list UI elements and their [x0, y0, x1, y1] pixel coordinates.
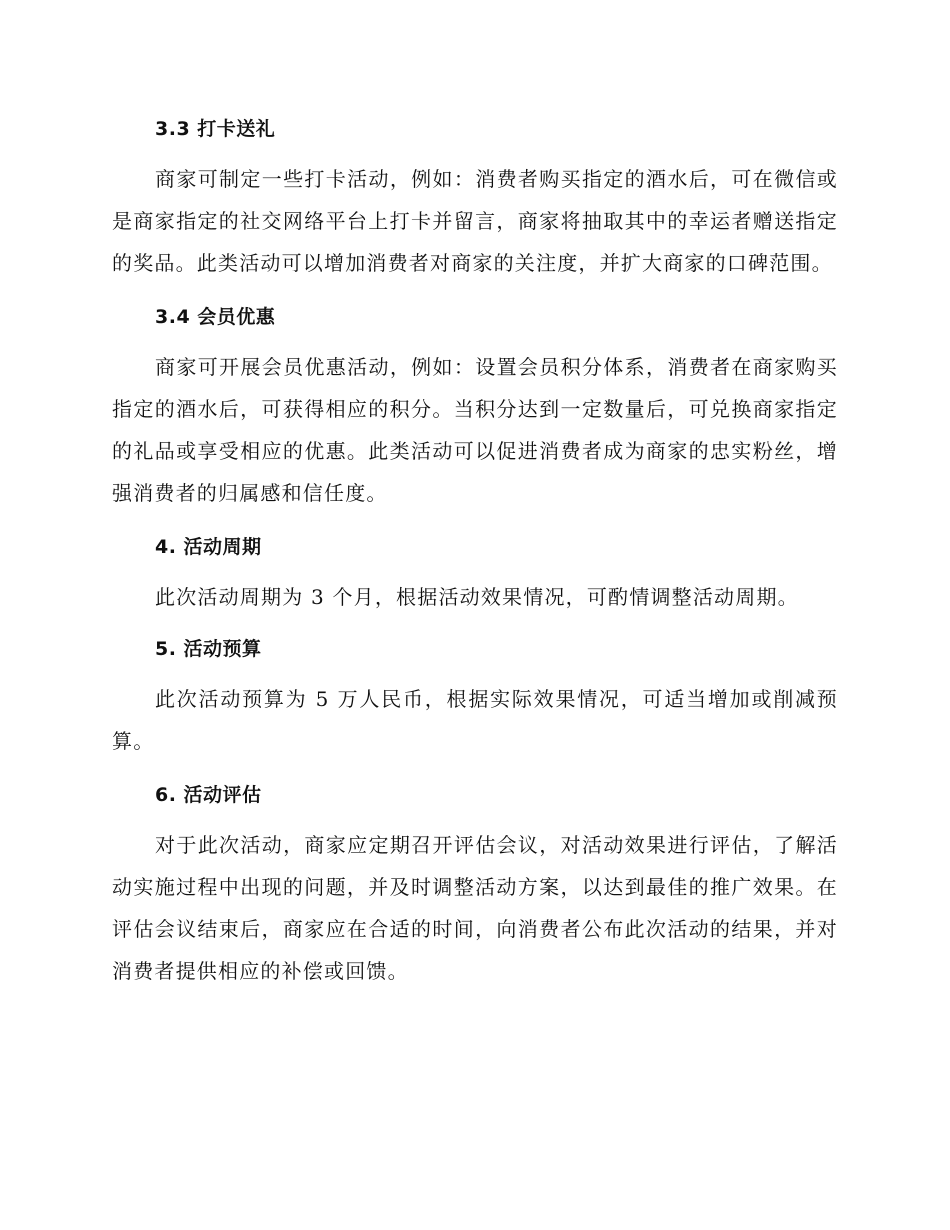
section-heading-3-4: 3.4 会员优惠	[155, 306, 276, 328]
document-body	[112, 108, 838, 1004]
section-heading-3-3: 3.3 打卡送礼	[155, 118, 276, 140]
section-heading-4: 4. 活动周期	[155, 536, 262, 558]
section-paragraph-5: 此次活动预算为 5 万人民币，根据实际效果情况，可适当增加或削减预算。	[112, 687, 838, 753]
section-paragraph-6: 对于此次活动，商家应定期召开评估会议，对活动效果进行评估，了解活动实施过程中出现的问题，并及时调整活动方案，以达到最佳的推广效果。在评估会议结束后，商家应在合适的时间，向消费者公布此次活动的结果，并对消费者提供相应的补偿或回馈。	[112, 833, 838, 983]
section-heading-5: 5. 活动预算	[155, 638, 262, 660]
section-paragraph-4: 此次活动周期为 3 个月，根据活动效果情况，可酌情调整活动周期。	[155, 585, 799, 609]
section-paragraph-3-3: 商家可制定一些打卡活动，例如：消费者购买指定的酒水后，可在微信或是商家指定的社交网络平台上打卡并留言，商家将抽取其中的幸运者赠送指定的奖品。此类活动可以增加消费者对商家的关注度，并扩大商家的口碑范围。	[112, 167, 838, 275]
section-heading-6: 6. 活动评估	[155, 784, 262, 806]
section-paragraph-3-4: 商家可开展会员优惠活动，例如：设置会员积分体系，消费者在商家购买指定的酒水后，可获得相应的积分。当积分达到一定数量后，可兑换商家指定的礼品或享受相应的优惠。此类活动可以促进消费者成为商家的忠实粉丝，增强消费者的归属感和信任度。	[112, 355, 838, 505]
